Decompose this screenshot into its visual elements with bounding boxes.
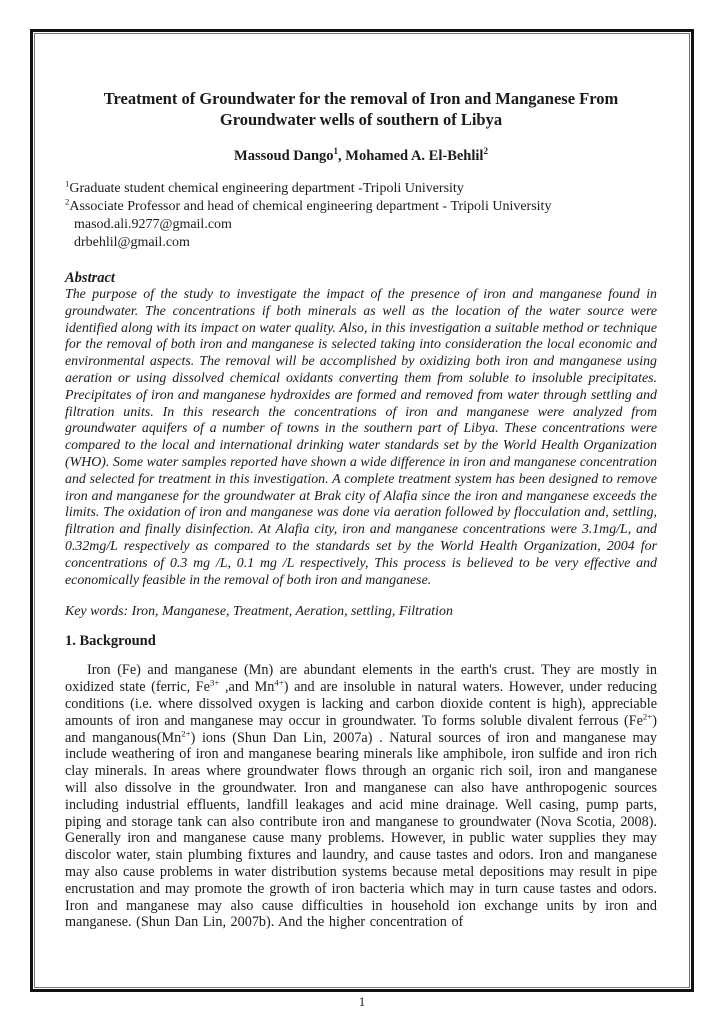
email-line-1: masod.ali.9277@gmail.com: [74, 217, 232, 232]
affiliation-line-1: $^1$Graduate student chemical engineering department -Tripoli University: [65, 178, 464, 196]
email-line-2: drbehlil@gmail.com: [74, 235, 190, 250]
background-paragraph: Iron (Fe) and manganese (Mn) are abundant elements in the earth's crust. They are mostly in oxidized state (ferric, $Fe^{3+}$ ,and $Mn^{4+}$) and are insoluble in natural waters. However, under reducing conditions (i.e. where dissolved oxygen is lacking and carbon dioxide content is high), appreciable amounts of iron and manganese may occur in groundwater. To forms soluble divalent ferrous $(Fe^{2+})$ and $manganous(Mn^{2+})$ ions (Shun Dan Lin, 2007a) . Natural sources of iron and manganese may include weathering of iron and manganese bearing minerals like amphibole, iron sulfide and iron rich clay minerals. In areas where groundwater flows through an organic rich soil, iron and manganese will also dissolve in the groundwater. Iron and manganese can also have anthropogenic sources including industrial effluents, landfill leakages and acid mine drainage. Well casing, pump parts, piping and storage tank can also contribute iron and manganese to groundwater (Nova Scotia, 2008). Generally iron and manganese cause many problems. However, in public water supplies they may discolor water, stain plumbing fixtures and laundry, and cause tastes and odors. Iron and manganese may also cause problems in water distribution systems because metal depositions may result in pipe encrustation and may promote the growth of iron bacteria which may in turn cause tastes and odors. Iron and manganese may also cause difficulties in household ion exchange units by iron and manganese. (Shun Dan Lin, 2007b). And the higher concentration of: [65, 662, 657, 931]
authors-line: Massoud Dango$^1$, Mohamed A. El-Behlil$^2$: [234, 146, 488, 164]
affiliation-line-2: $^2$Associate Professor and head of chemical engineering department - Tripoli University: [65, 196, 552, 214]
page-number: 1: [358, 994, 366, 1009]
keywords-line: Key words: Iron, Manganese, Treatment, Aeration, settling, Filtration: [65, 604, 453, 620]
abstract-heading: Abstract: [65, 270, 115, 286]
section-heading-background: 1. Background: [65, 633, 156, 650]
page-border: [30, 29, 694, 992]
paper-title: [65, 88, 657, 130]
page-content: [65, 32, 657, 931]
abstract-text: The purpose of the study to investigate the impact of the presence of iron and manganese found in groundwater. The concentrations if both minerals as well as the location of the water source were identified along with its impact on water quality. Also, in this investigation a suitable method or technique for the removal of both iron and manganese is selected taking into consideration the local economic and environmental aspects. The removal will be accomplished by oxidizing both iron and manganese using aeration or using dissolved chemical oxidants converting them from soluble to insoluble precipitates. Precipitates of iron and manganese hydroxides are formed and removed from water through settling and filtration units. In this research the concentrations of iron and manganese were analyzed from groundwater aquifers of a number of towns in the southern part of Libya. These concentrations were compared to the local and international drinking water standards set by the World Health Organization (WHO). Some water samples reported have shown a wide difference in iron and manganese concentration and selected for treatment in this investigation. A complete treatment system has been designed to remove iron and manganese for the groundwater at Brak city of Alafia since the iron and manganese exceeds the limits. The oxidation of iron and manganese was done via aeration followed by flocculation and, settling, filtration and finally disinfection. At Alafia city, iron and manganese concentrations were 3.1mg/L, and 0.32mg/L respectively as compared to the standards set by the World Health Organization, 2004 for concentrations of 0.3 mg /L, 0.1 mg /L respectively, This process is believed to be very effective and economically feasible in the removal of both iron and manganese.: [65, 287, 657, 588]
paper-title-line1: Treatment of Groundwater for the removal of Iron and Manganese From: [103, 89, 619, 108]
paper-title-line2: Groundwater wells of southern of Libya: [219, 110, 503, 129]
affiliations-block: [65, 180, 657, 252]
